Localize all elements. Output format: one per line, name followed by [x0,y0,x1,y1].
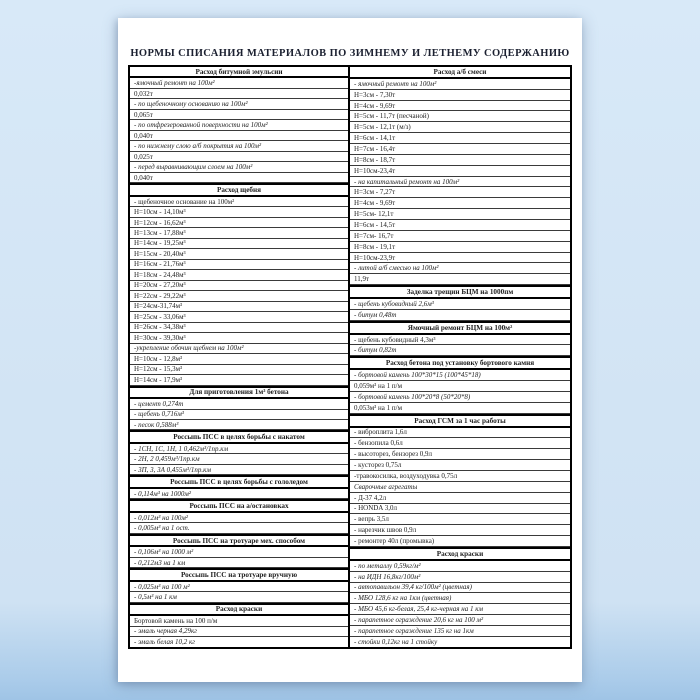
table-row: Н=26см - 34,38м³ [130,323,348,333]
section-header: Для приготовления 1м³ бетона [130,386,348,399]
table-row: 0,040т [130,173,348,183]
table-row: - песок 0,588м³ [130,420,348,430]
table-row: - 3П, 3, 3А 0,455м³/1пр.км [130,465,348,475]
table-row: 11,9т [350,274,570,285]
section-header: Расход щебня [130,183,348,196]
table-row: Н=12см - 15,3м³ [130,365,348,375]
table-row: - бортовой камень 100*30*15 (100*45*18) [350,370,570,381]
table-row: Н=14см - 17,9м³ [130,375,348,385]
table-row: Н=12см - 16,62м³ [130,218,348,228]
table-row: - по нижнему слою а/б покрытия на 100м² [130,141,348,151]
section-header: Расход битумной эмульсии [130,67,348,78]
section-header: Расход ГСМ за 1 час работы [350,414,570,428]
table-row: - кусторез 0,75л [350,460,570,471]
table-row: - 0,025м³ на 100 м² [130,582,348,592]
table-row: Н=25см - 33,06м³ [130,312,348,322]
table-row: - 0,114м³ на 1000м² [130,489,348,499]
table-row: Н=14см - 19,25м³ [130,239,348,249]
table-row: Н=4см - 9,69т [350,198,570,209]
table-row: Н=5см - 11,7т (песчаной) [350,111,570,122]
table-row: Н=5см - 12,1т (м/з) [350,122,570,133]
table-row: Бортовой камень на 100 п/м [130,616,348,626]
table-row: - эмаль черная 4,29кг [130,627,348,637]
table-row: 0,059м³ на 1 п/м [350,381,570,392]
table-row: - щебень кубовидный 2,6м³ [350,299,570,310]
table-row: 0,053м³ на 1 п/м [350,403,570,414]
table-row: Н=7см - 16,4т [350,144,570,155]
table-row: - на ИДН 16,8кг/100м² [350,572,570,583]
table-row: - 0,106м³ на 1000 м² [130,547,348,557]
section-header: Заделка трещин БЦМ на 1000пм [350,285,570,299]
table-row: - 0,5м³ на 1 км [130,592,348,602]
table-row: Н=3см - 7,27т [350,187,570,198]
table-row: - цемент 0,274т [130,399,348,409]
table-row: - ремонтер 40л (промывка) [350,536,570,547]
table-row: - по металлу 0,59кг/м² [350,561,570,572]
table-row: - высоторез, бензорез 0,9л [350,449,570,460]
section-header: Расход бетона под установку бортового камня [350,356,570,370]
table-row: - виброплита 1,6л [350,428,570,439]
table-row: - битум 0,82т [350,345,570,356]
section-header: Россыпь ПСС на тротуаре мех. способом [130,534,348,547]
table-row: Н=10см-23,4т [350,166,570,177]
table-row: - бензопила 0,6л [350,438,570,449]
table-row: -укрепление обочин щебнем на 100м² [130,344,348,354]
section-header: Россыпь ПСС на тротуаре вручную [130,568,348,581]
table-row: - нарезчик швов 0,9л [350,525,570,536]
table-row: Н=6см - 14,1т [350,133,570,144]
section-header: Россыпь ПСС на а/остановках [130,499,348,512]
table-row: 0,040т [130,131,348,141]
table-row: - щебень кубовидный 4,3м³ [350,335,570,346]
table-row: 0,025т [130,152,348,162]
table-row: Н=8см - 19,1т [350,242,570,253]
table-row: - бортовой камень 100*20*8 (50*20*8) [350,392,570,403]
norms-table [128,65,572,649]
document-page [118,18,582,682]
table-row: Н=4см - 9,69т [350,101,570,112]
table-row: - битум 0,48т [350,310,570,321]
table-row: - ямочный ремонт на 100м² [350,79,570,90]
table-row: Н=16см - 21,76м³ [130,260,348,270]
table-row: - МБО 45,6 кг-белая, 25,4 кг-черная на 1 км [350,604,570,615]
table-row: - эмаль белая 10,2 кг [134,637,195,646]
table-row: - стойки 0,12кг на 1 стойку [354,637,438,646]
table-row: Н=10см - 12,8м³ [130,354,348,364]
table-column-right [350,67,570,647]
table-row: - вепрь 3,5л [350,514,570,525]
section-header: Расход краски [130,603,348,616]
table-row: Н=10см - 14,10м³ [130,207,348,217]
table-row: Н=10см-23,9т [350,253,570,264]
table-row: - по щебеночному основанию на 100м² [130,99,348,109]
table-row: Н=3см - 7,30т [350,90,570,101]
table-row: - МБО 128,6 кг на 1км (цветная) [350,593,570,604]
section-header: Ямочный ремонт БЦМ на 100м² [350,321,570,335]
table-row: 0,032т [130,89,348,99]
table-row: - литой а/б смесью на 100м² [350,263,570,274]
table-row: - щебень 0,716м³ [130,410,348,420]
table-row: Н=15см - 20,40м³ [130,249,348,259]
table-row: - 2Н, 2 0,459м³/1пр.км [130,454,348,464]
table-column-left [130,67,350,647]
table-row: - парапетное ограждение 135 кг на 1км [350,626,570,637]
table-row: Н=30см - 39,30м³ [130,333,348,343]
table-row: Н=7см- 16,7т [350,231,570,242]
table-row: Н=24см-31,74м³ [130,302,348,312]
table-row: Н=18см - 24,48м³ [130,270,348,280]
table-row: - HONDA 3,0л [350,504,570,515]
table-row: - парапетное ограждение 20,6 кг на 100 м² [350,615,570,626]
table-row: - 1СН, 1С, 1Н, 1 0,462м³/1пр.км [130,444,348,454]
table-row: - Д-37 4,2л [350,493,570,504]
section-header: Расход а/б смеси [350,67,570,79]
table-row: Сварочные агрегаты [350,482,570,493]
table-row: Н=20см - 27,20м³ [130,281,348,291]
table-row: -ямочный ремонт на 100м² [130,78,348,88]
table-row: - щебеночное основание на 100м² [130,197,348,207]
table-row: - 0,005м³ на 1 ост. [130,523,348,533]
section-header: Россыпь ПСС в целях борьбы с накатом [130,430,348,443]
table-row: Н=22см - 29,22м³ [130,291,348,301]
table-row: - перед выравнивающим слоем на 100м² [130,162,348,172]
table-row: -травокосилка, воздуходувка 0,75л [350,471,570,482]
table-row: - 0,012м³ на 100м² [130,513,348,523]
section-header: Расход краски [350,547,570,561]
table-row: 0,065т [130,110,348,120]
table-row: - 0,212м3 на 1 км [130,558,348,568]
table-row: Н=6см - 14,5т [350,220,570,231]
section-header: Россыпь ПСС в целях борьбы с гололедом [130,475,348,488]
page-title: НОРМЫ СПИСАНИЯ МАТЕРИАЛОВ ПО ЗИМНЕМУ И ЛЕТНЕМУ СОДЕРЖАНИЮ [130,48,570,59]
table-row: Н=8см - 18,7т [350,155,570,166]
table-row: Н=13см - 17,88м³ [130,228,348,238]
table-row: - по отфрезерованной поверхности на 100м² [130,120,348,130]
table-row: - автопавильон 39,4 кг/100м² (цветная) [350,583,570,594]
table-row: Н=5см- 12,1т [350,209,570,220]
table-row: - на капитальный ремонт на 100м² [350,177,570,188]
